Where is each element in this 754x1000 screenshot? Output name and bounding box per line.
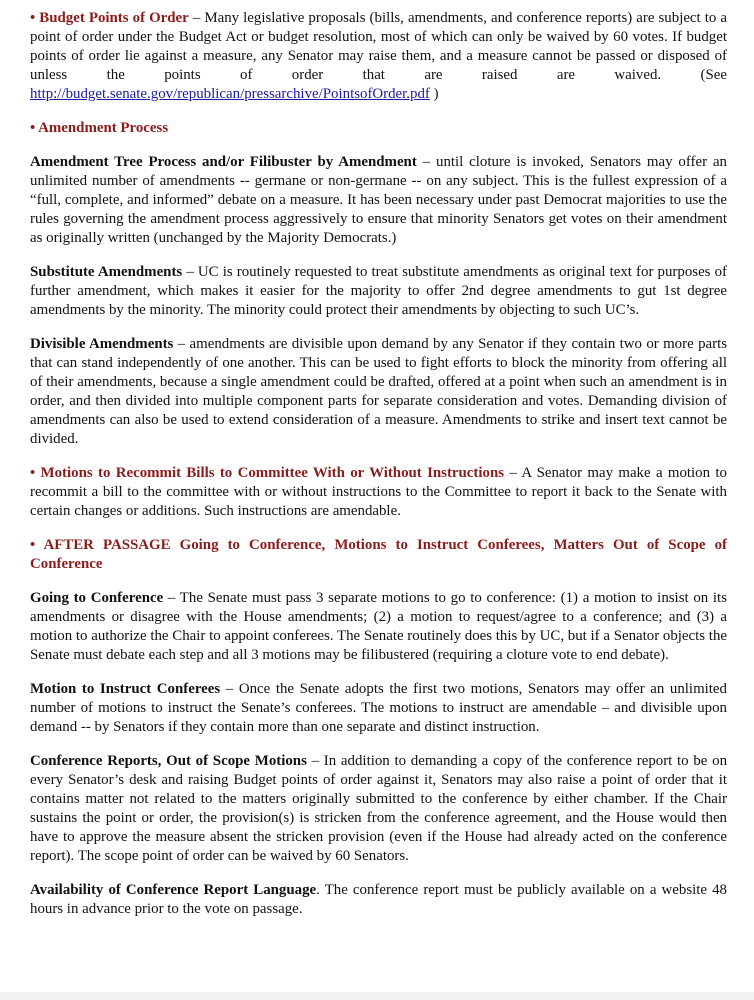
amendment-tree-text: until cloture is invoked, Senators may offer an unlimited number of amendments -- germane or non-germane -- on any subject. This is the fullest expression of a “full, complete, and informed” debate on a measure. It has been necessary under past Democrat majorities to use the rules governing the amendment process aggressively to ensure that minority Senators get votes on their amendment as originally written (unchanged by the Majority Democrats.) <box>30 154 727 246</box>
going-to-conference-text: The Senate must pass 3 separate motions to go to conference: (1) a motion to insist on its amendments or disagree with the House amendments; (2) a motion to request/agree to a conference; and (3) a motion to authorize the Chair to appoint conferees. The Senate routinely does this by UC, but if a Senator objects the Senate must debate each step and all 3 motions may be filibustered (requiring a cloture vote to end debate). <box>30 590 727 663</box>
substitute-amendments-text: UC is routinely requested to treat substitute amendments as original text for purposes of further amendment, which makes it easier for the majority to offer 2nd degree amendments to gut 1st degree amendments by the minority. The minority could protect their amendments by objecting to such UC’s. <box>30 264 727 318</box>
conference-reports-heading: Conference Reports, Out of Scope Motions <box>30 753 307 769</box>
amendment-tree-paragraph <box>30 153 727 248</box>
motions-recommit-heading: Motions to Recommit Bills to Committee With or Without Instructions <box>40 465 505 481</box>
budget-points-heading: Budget Points of Order <box>39 10 189 26</box>
dash: – <box>188 10 205 26</box>
budget-points-text: Many legislative proposals (bills, amendments, and conference reports) are subject to a point of order under the Budget Act or budget resolution, most of which can only be waived by 60 votes. If budget points of order lie against a measure, any Senator may raise them, and a measure cannot be passed or disposed of unless the points of order that are raised are waived. (See <box>30 10 727 83</box>
motions-recommit-text: A Senator may make a motion to recommit a bill to the committee with or without instructions to the Committee to report it back to the Senate with certain changes or additions. Such instructions are amendable. <box>30 465 727 519</box>
going-to-conference-heading: Going to Conference <box>30 590 164 606</box>
motion-to-instruct-text: Once the Senate adopts the first two motions, Senators may offer an unlimited number of motions to instruct the Senate’s conferees. The motions to instruct are amendable – and divisible upon demand -- by Senators if they contain more than one separate and distinct instruction. <box>30 681 727 735</box>
dash: – <box>163 590 180 606</box>
budget-points-paragraph <box>30 9 727 104</box>
bullet-icon: • <box>30 120 36 136</box>
substitute-amendments-heading: Substitute Amendments <box>30 264 183 280</box>
divisible-amendments-text: amendments are divisible upon demand by any Senator if they contain two or more parts that can stand independently of one another. This can be used to fight efforts to block the minority from offering all of their amendments, because a single amendment could be drafted, offered at a point when such an amendment is in order, and then divided into multiple component parts for separate consideration and votes. Demanding division of amendments can also be used to extend consideration of a measure. Amendments to strike and insert text cannot be divided. <box>30 336 728 447</box>
dash: – <box>306 753 324 769</box>
motions-recommit-paragraph <box>30 464 727 521</box>
amendment-process-title: Amendment Process <box>38 120 169 136</box>
divisible-amendments-heading: Divisible Amendments <box>30 336 174 352</box>
motion-to-instruct-heading: Motion to Instruct Conferees <box>30 681 221 697</box>
amendment-process-heading <box>30 119 727 138</box>
bullet-icon: • <box>30 537 36 553</box>
divisible-amendments-paragraph <box>30 335 727 449</box>
conference-reports-paragraph <box>30 752 727 866</box>
dash: – <box>182 264 198 280</box>
dash: – <box>504 465 522 481</box>
link-close: ) <box>429 86 439 102</box>
availability-text: . The conference report must be publicly available on a website 48 hours in advance prior to the vote on passage. <box>30 882 727 917</box>
dash: – <box>173 336 190 352</box>
dash: – <box>220 681 239 697</box>
after-passage-heading <box>30 536 727 574</box>
after-passage-title: AFTER PASSAGE Going to Conference, Motions to Instruct Conferees, Matters Out of Scope of Conference <box>30 537 727 572</box>
conference-reports-text: In addition to demanding a copy of the conference report to be on every Senator’s desk and raising Budget points of order against it, Senators may also raise a point of order that it contains matter not related to the matters originally submitted to the conference by either chamber. If the Chair sustains the point or order, the provision(s) is stricken from the conference agreement, and the House would then have to approve the measure absent the stricken provision (even if the House had already acted on the conference report). The scope point of order can be waived by 60 Senators. <box>30 753 728 864</box>
page-bottom-edge <box>0 992 754 1000</box>
bullet-icon: • <box>30 465 36 481</box>
substitute-amendments-paragraph <box>30 263 727 320</box>
going-to-conference-paragraph <box>30 589 727 665</box>
availability-paragraph <box>30 881 727 919</box>
motion-to-instruct-paragraph <box>30 680 727 737</box>
availability-heading: Availability of Conference Report Language <box>30 882 317 898</box>
bullet-icon: • <box>30 10 36 26</box>
points-of-order-link[interactable]: http://budget.senate.gov/republican/pressarchive/PointsofOrder.pdf <box>30 86 430 102</box>
amendment-tree-heading: Amendment Tree Process and/or Filibuster by Amendment <box>30 154 417 170</box>
document-page <box>30 9 727 934</box>
dash: – <box>416 154 436 170</box>
